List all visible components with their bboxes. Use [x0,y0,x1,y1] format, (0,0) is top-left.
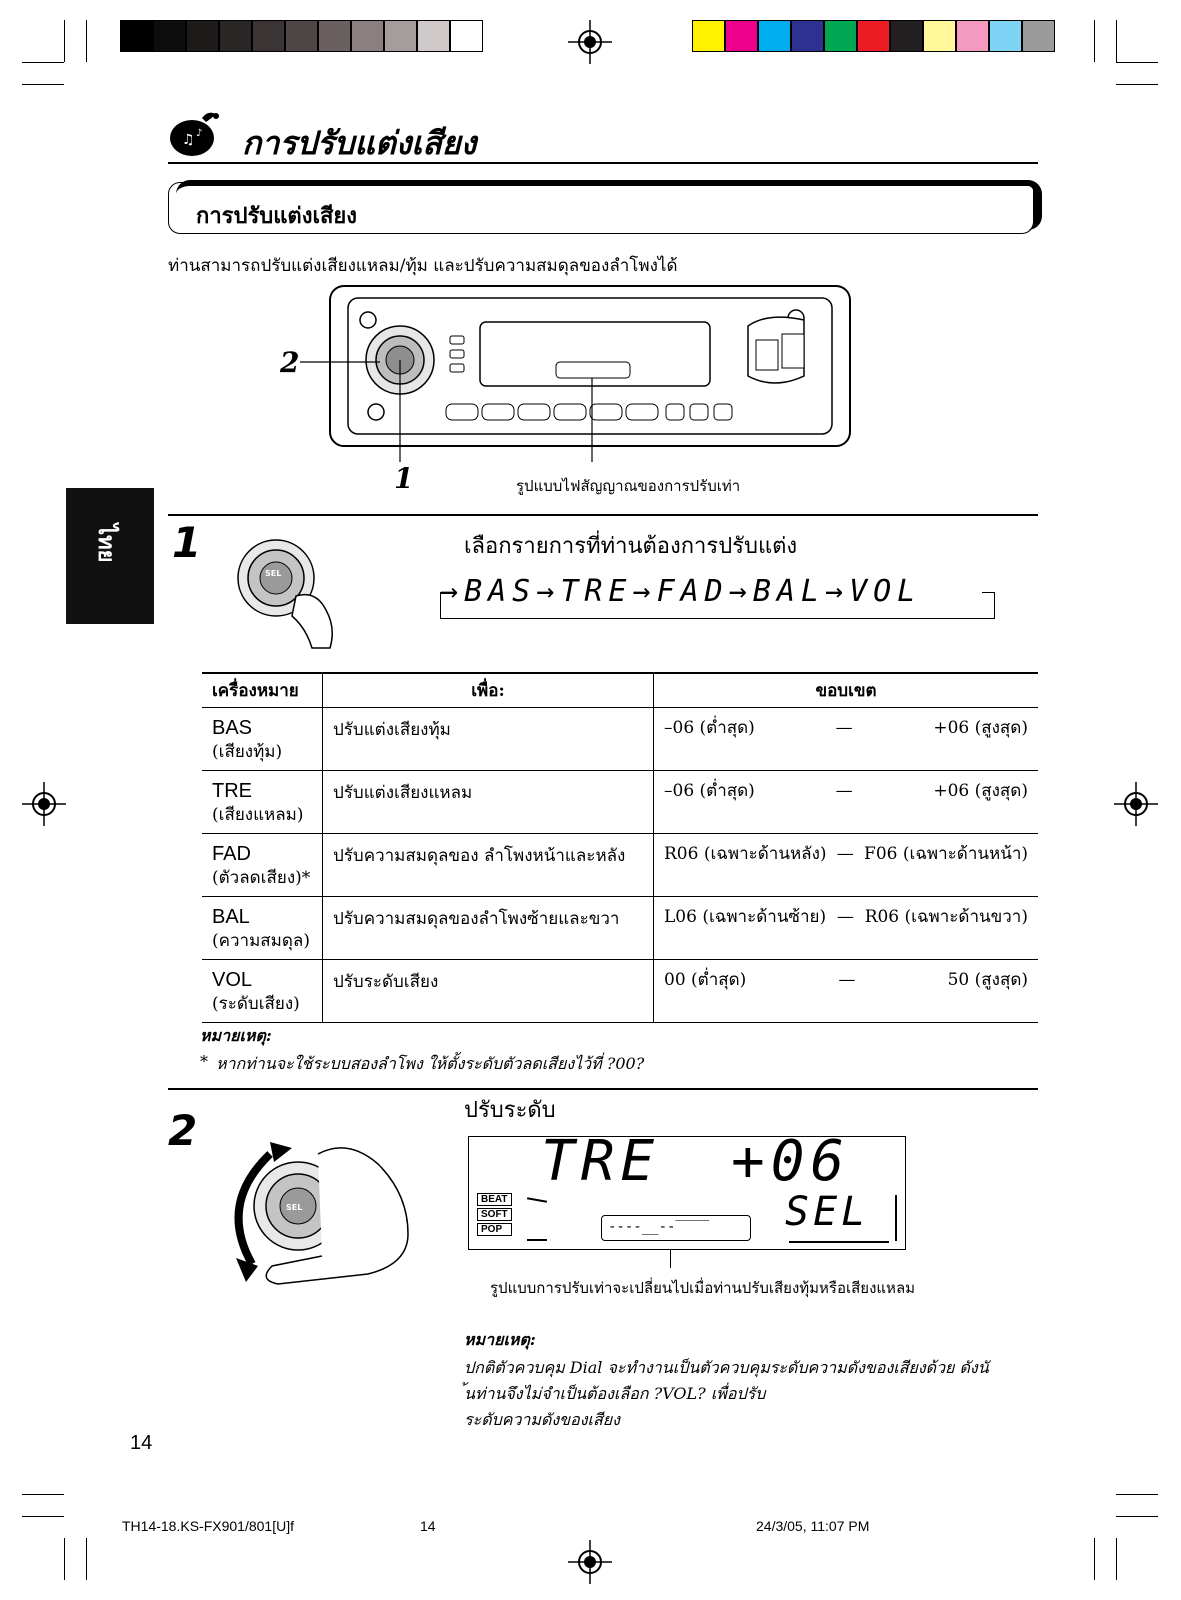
gray-swatch [186,20,219,52]
range-dash: — [836,907,854,927]
range-cell [654,708,1039,771]
color-swatch [791,20,824,52]
note2-line-3: ระดับความดังของเสียง [464,1410,620,1429]
mode-sequence [440,574,996,622]
step1-divider [168,514,1038,516]
crop-mark [1116,1494,1158,1495]
arrow-right-icon: → [536,574,561,609]
crop-mark [1116,62,1158,63]
crop-mark [1116,20,1117,62]
footer-timestamp: 24/3/05, 11:07 PM [756,1518,870,1534]
gray-swatch [153,20,186,52]
purpose-cell: ปรับความสมดุลของ ลำโพงหน้าและหลัง [323,834,654,897]
lcd-segment-line [527,1197,547,1202]
title-divider [168,162,1038,164]
lcd-display [468,1129,906,1250]
arrow-right-icon: → [632,574,657,609]
gray-swatch [384,20,417,52]
indication-cell [202,708,323,771]
crop-mark [64,20,65,62]
arrow-right-icon: → [728,574,753,609]
lcd-callout-line [670,1250,671,1268]
lcd-segment-line [789,1241,889,1243]
lcd-segment-line [895,1195,897,1241]
range-min: 00 (ต่ำสุด) [664,970,747,990]
range-max: +06 (สูงสุด) [933,718,1028,738]
page-title: การปรับแต่งเสียง [242,124,477,162]
crop-mark [1116,1538,1117,1580]
arrow-right-icon: → [440,574,465,609]
range-dash: — [836,844,854,864]
indication-code: BAS [212,717,253,739]
crop-mark [22,1494,64,1495]
purpose-cell: ปรับระดับเสียง [323,960,654,1023]
page-number: 14 [130,1432,153,1454]
note2-heading: หมายเหตุ: [464,1330,536,1349]
registration-mark-icon [1114,782,1158,826]
lcd-mode-soft: SOFT [477,1208,512,1221]
color-swatch [725,20,758,52]
color-swatch [890,20,923,52]
crop-mark [1116,1516,1158,1517]
table-row [202,897,1038,960]
gray-swatch [285,20,318,52]
arrow-right-icon: → [825,574,850,609]
crop-mark [22,1516,64,1517]
range-min: –06 (ต่ำสุด) [664,718,755,738]
sequence-item-bas: BAS [464,574,537,609]
range-max: +06 (สูงสุด) [933,781,1028,801]
crop-mark [22,62,64,63]
color-swatch [857,20,890,52]
indication-code: VOL [212,969,253,991]
table-row [202,708,1038,771]
sequence-loop-line [982,592,994,593]
range-cell [654,834,1039,897]
gray-swatch [318,20,351,52]
gray-swatch [252,20,285,52]
step2-number: 2 [168,1106,198,1155]
lcd-main-text: TRE [541,1129,661,1194]
indication-description: (เสียงแหลม) [212,805,304,825]
range-dash: — [835,781,853,801]
lcd-sel-text: SEL [785,1189,870,1235]
indication-code: TRE [212,780,252,802]
indication-cell [202,960,323,1023]
gray-swatch [417,20,450,52]
range-min: R06 (เฉพาะด้านหลัง) [664,844,827,864]
indication-cell [202,834,323,897]
purpose-cell: ปรับแต่งเสียงแหลม [323,771,654,834]
lcd-mode-beat: BEAT [477,1193,512,1206]
color-swatch [758,20,791,52]
sequence-item-tre: TRE [560,574,633,609]
svg-text:♪: ♪ [196,128,203,139]
note2-line-1: ปกติตัวควบคุม Dial จะทำงานเป็นตัวควบคุมระดับความดังของเสียงด้วย ดังนั [464,1358,989,1377]
range-cell [654,960,1039,1023]
lcd-eq-pattern-text: ----__--‾‾‾‾ [608,1219,710,1235]
registration-mark-icon [568,1540,612,1584]
gray-swatch [450,20,483,52]
crop-mark [22,84,64,85]
lcd-mode-pop: POP [477,1223,512,1236]
purpose-cell: ปรับความสมดุลของลำโพงซ้ายและขวา [323,897,654,960]
color-swatch [1022,20,1055,52]
indication-code: BAL [212,906,250,928]
language-tab [66,488,154,624]
callout-label-1: 1 [394,462,414,495]
step1-instruction: เลือกรายการที่ท่านต้องการปรับแต่ง [464,534,798,559]
crop-mark [86,20,87,62]
range-dash: — [835,718,853,738]
lcd-eq-pattern [601,1215,751,1241]
crop-mark [1094,20,1095,62]
crop-mark [1116,84,1158,85]
footer-file: TH14-18.KS-FX901/801[U]f [122,1518,294,1534]
color-swatch [824,20,857,52]
range-max: R06 (เฉพาะด้านขวา) [864,907,1028,927]
crop-mark [1094,1538,1095,1580]
indication-description: (เสียงทุ้ม) [212,742,283,762]
sequence-loop-line [440,618,995,619]
indication-description: (ความสมดุล) [212,931,310,951]
step2-divider [168,1088,1038,1090]
color-swatch [989,20,1022,52]
table-header-indication: เครื่องหมาย [202,673,323,708]
sel-knob-rotate-icon [222,1134,412,1294]
range-min: –06 (ต่ำสุด) [664,781,755,801]
indication-cell [202,897,323,960]
registration-mark-icon [22,782,66,826]
range-max: F06 (เฉพาะด้านหน้า) [864,844,1028,864]
step1-number: 1 [172,518,202,567]
step2-instruction: ปรับระดับ [464,1098,556,1123]
sequence-item-vol: VOL [849,574,922,609]
sel-knob-label: SEL [265,569,282,578]
eq-pattern-caption: รูปแบบไฟสัญญาณของการปรับเท่า [516,477,741,495]
indication-description: (ระดับเสียง) [212,994,300,1014]
table-row [202,960,1038,1023]
sequence-item-bal: BAL [752,574,825,609]
language-tab-label: ไทย [93,524,118,563]
sequence-item-fad: FAD [656,574,729,609]
lcd-caption: รูปแบบการปรับเท่าจะเปลี่ยนไปเมื่อท่านปรับเสียงทุ้มหรือเสียงแหลม [490,1279,916,1297]
lcd-segment-line [527,1239,547,1241]
footer-page: 14 [420,1518,436,1534]
sel-knob-label: SEL [286,1203,303,1212]
car-stereo-faceplate-illustration [280,284,860,488]
note1-heading: หมายเหตุ: [200,1026,272,1045]
indication-code: FAD [212,843,251,865]
crop-mark [64,1538,65,1580]
section-title: การปรับแต่งเสียง [196,203,358,229]
lcd-value-text: +06 [731,1129,851,1194]
range-cell [654,771,1039,834]
gray-swatch [351,20,384,52]
sequence-loop-line [994,592,995,618]
sel-knob-press-icon [236,530,346,650]
sound-note-icon [168,108,226,160]
table-header-purpose: เพื่อ: [323,673,654,708]
intro-text: ท่านสามารถปรับแต่งเสียงแหลม/ทุ้ม และปรับความสมดุลของลำโพงได้ [168,256,678,276]
table-header-range: ขอบเขต [654,673,1039,708]
callout-label-2: 2 [280,346,300,379]
crop-mark [86,1538,87,1580]
purpose-cell: ปรับแต่งเสียงทุ้ม [323,708,654,771]
note1-text: หากท่านจะใช้ระบบสองลำโพง ให้ตั้งระดับตัวลดเสียงไว้ที่ ?00? [216,1054,645,1073]
note1-star: * [200,1052,208,1071]
range-min: L06 (เฉพาะด้านซ้าย) [664,907,827,927]
svg-text:♫: ♫ [182,132,195,148]
range-dash: — [838,970,856,990]
registration-mark-icon [568,20,612,64]
gray-swatch [120,20,153,52]
note2-line-2: ้นท่านจึงไม่จำเป็นต้องเลือก ?VOL? เพื่อปรับ [464,1384,766,1403]
table-row [202,771,1038,834]
color-swatch [956,20,989,52]
range-cell [654,897,1039,960]
indication-description: (ตัวลดเสียง)* [212,868,311,888]
indication-cell [202,771,323,834]
range-max: 50 (สูงสุด) [947,970,1028,990]
table-header-row [202,673,1038,708]
color-swatch [923,20,956,52]
lcd-mode-list [477,1193,512,1236]
gray-swatch [219,20,252,52]
settings-table [202,673,1038,1023]
table-row [202,834,1038,897]
color-swatch [692,20,725,52]
